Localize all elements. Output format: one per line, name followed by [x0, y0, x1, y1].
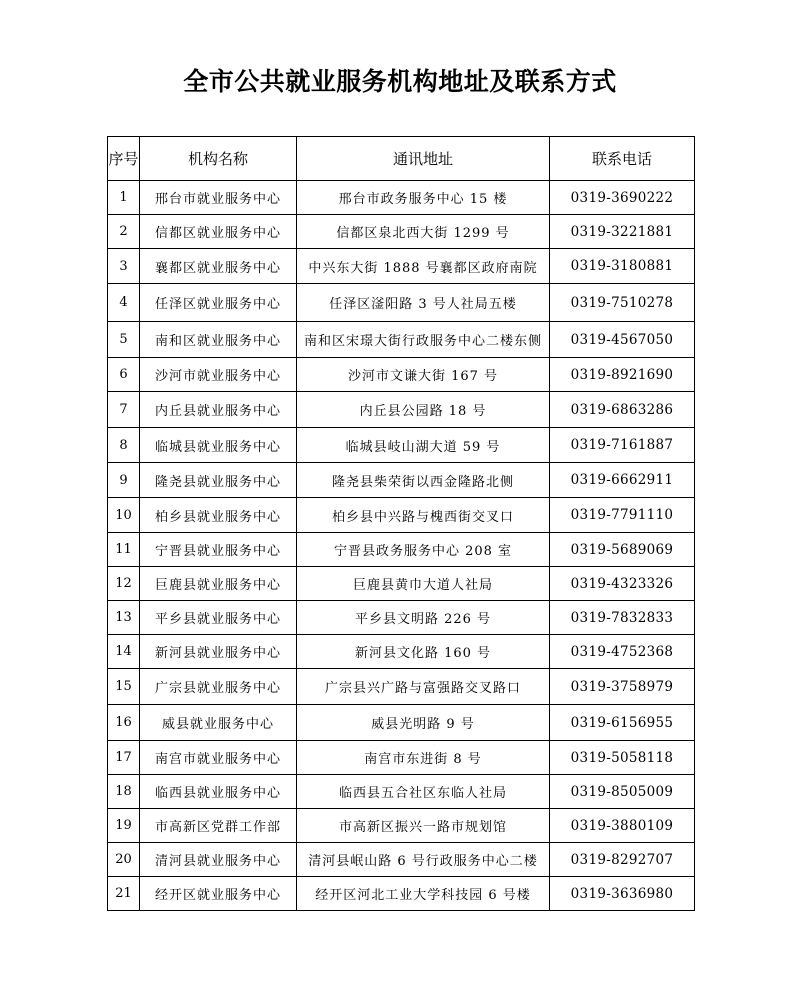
header-name: 机构名称 [140, 137, 297, 181]
cell-no: 2 [108, 215, 140, 249]
cell-phone: 0319-4567050 [550, 322, 695, 358]
cell-address: 临城县岐山湖大道 59 号 [297, 428, 550, 463]
table-row [108, 428, 695, 463]
cell-address: 威县光明路 9 号 [297, 705, 550, 741]
table-row [108, 249, 695, 284]
table-row [108, 322, 695, 358]
header-address: 通讯地址 [297, 137, 550, 181]
cell-name: 南宫市就业服务中心 [140, 741, 297, 775]
cell-no: 1 [108, 181, 140, 215]
cell-name: 柏乡县就业服务中心 [140, 498, 297, 533]
cell-phone: 0319-4752368 [550, 635, 695, 669]
cell-address: 内丘县公园路 18 号 [297, 392, 550, 428]
cell-no: 15 [108, 669, 140, 705]
table-row [108, 463, 695, 498]
table-row [108, 498, 695, 533]
cell-phone: 0319-4323326 [550, 567, 695, 601]
table-row [108, 775, 695, 809]
cell-no: 3 [108, 249, 140, 284]
page-title: 全市公共就业服务机构地址及联系方式 [183, 67, 617, 96]
cell-no: 10 [108, 498, 140, 533]
cell-name: 任泽区就业服务中心 [140, 284, 297, 322]
cell-no: 14 [108, 635, 140, 669]
cell-phone: 0319-5689069 [550, 533, 695, 567]
cell-address: 中兴东大街 1888 号襄都区政府南院 [297, 249, 550, 284]
cell-address: 南和区宋璟大街行政服务中心二楼东侧 [297, 322, 550, 358]
table-row [108, 284, 695, 322]
table-row [108, 877, 695, 911]
cell-name: 内丘县就业服务中心 [140, 392, 297, 428]
cell-name: 宁晋县就业服务中心 [140, 533, 297, 567]
cell-phone: 0319-8921690 [550, 358, 695, 392]
table-row [108, 392, 695, 428]
cell-no: 16 [108, 705, 140, 741]
table-row [108, 705, 695, 741]
cell-phone: 0319-3880109 [550, 809, 695, 843]
table-row [108, 601, 695, 635]
cell-address: 南宫市东进街 8 号 [297, 741, 550, 775]
table-row [108, 809, 695, 843]
cell-phone: 0319-6156955 [550, 705, 695, 741]
header-no: 序号 [108, 137, 140, 181]
table-row [108, 181, 695, 215]
cell-address: 任泽区滏阳路 3 号人社局五楼 [297, 284, 550, 322]
cell-address: 临西县五合社区东临人社局 [297, 775, 550, 809]
cell-address: 信都区泉北西大街 1299 号 [297, 215, 550, 249]
contacts-table [107, 136, 695, 911]
cell-phone: 0319-8292707 [550, 843, 695, 877]
cell-phone: 0319-8505009 [550, 775, 695, 809]
cell-no: 18 [108, 775, 140, 809]
cell-address: 柏乡县中兴路与槐西街交叉口 [297, 498, 550, 533]
table-row [108, 741, 695, 775]
cell-phone: 0319-7832833 [550, 601, 695, 635]
cell-phone: 0319-3636980 [550, 877, 695, 911]
cell-name: 新河县就业服务中心 [140, 635, 297, 669]
cell-no: 13 [108, 601, 140, 635]
table-row [108, 215, 695, 249]
cell-phone: 0319-5058118 [550, 741, 695, 775]
cell-no: 8 [108, 428, 140, 463]
cell-name: 威县就业服务中心 [140, 705, 297, 741]
cell-phone: 0319-3758979 [550, 669, 695, 705]
cell-address: 经开区河北工业大学科技园 6 号楼 [297, 877, 550, 911]
cell-name: 襄都区就业服务中心 [140, 249, 297, 284]
cell-name: 巨鹿县就业服务中心 [140, 567, 297, 601]
cell-address: 宁晋县政务服务中心 208 室 [297, 533, 550, 567]
table-row [108, 635, 695, 669]
cell-phone: 0319-7791110 [550, 498, 695, 533]
table-row [108, 843, 695, 877]
header-phone: 联系电话 [550, 137, 695, 181]
cell-address: 清河县岷山路 6 号行政服务中心二楼 [297, 843, 550, 877]
cell-name: 临城县就业服务中心 [140, 428, 297, 463]
cell-address: 隆尧县柴荣街以西金隆路北侧 [297, 463, 550, 498]
cell-name: 南和区就业服务中心 [140, 322, 297, 358]
table-row [108, 567, 695, 601]
cell-no: 9 [108, 463, 140, 498]
table-row [108, 358, 695, 392]
table-row [108, 533, 695, 567]
cell-phone: 0319-7161887 [550, 428, 695, 463]
cell-name: 平乡县就业服务中心 [140, 601, 297, 635]
cell-no: 6 [108, 358, 140, 392]
cell-name: 广宗县就业服务中心 [140, 669, 297, 705]
cell-address: 新河县文化路 160 号 [297, 635, 550, 669]
cell-phone: 0319-7510278 [550, 284, 695, 322]
cell-no: 21 [108, 877, 140, 911]
cell-name: 隆尧县就业服务中心 [140, 463, 297, 498]
cell-no: 17 [108, 741, 140, 775]
cell-phone: 0319-6662911 [550, 463, 695, 498]
cell-address: 邢台市政务服务中心 15 楼 [297, 181, 550, 215]
table-row [108, 669, 695, 705]
cell-name: 沙河市就业服务中心 [140, 358, 297, 392]
cell-phone: 0319-3690222 [550, 181, 695, 215]
cell-no: 4 [108, 284, 140, 322]
cell-name: 市高新区党群工作部 [140, 809, 297, 843]
cell-phone: 0319-3180881 [550, 249, 695, 284]
cell-address: 平乡县文明路 226 号 [297, 601, 550, 635]
cell-phone: 0319-3221881 [550, 215, 695, 249]
cell-name: 临西县就业服务中心 [140, 775, 297, 809]
cell-name: 信都区就业服务中心 [140, 215, 297, 249]
cell-no: 12 [108, 567, 140, 601]
cell-address: 广宗县兴广路与富强路交叉路口 [297, 669, 550, 705]
table-body [108, 181, 695, 911]
cell-address: 巨鹿县黄巾大道人社局 [297, 567, 550, 601]
table-header-row [108, 137, 695, 181]
cell-name: 清河县就业服务中心 [140, 843, 297, 877]
cell-name: 邢台市就业服务中心 [140, 181, 297, 215]
cell-name: 经开区就业服务中心 [140, 877, 297, 911]
cell-no: 20 [108, 843, 140, 877]
cell-no: 11 [108, 533, 140, 567]
cell-address: 市高新区振兴一路市规划馆 [297, 809, 550, 843]
cell-no: 19 [108, 809, 140, 843]
cell-address: 沙河市文谦大街 167 号 [297, 358, 550, 392]
cell-no: 7 [108, 392, 140, 428]
cell-phone: 0319-6863286 [550, 392, 695, 428]
cell-no: 5 [108, 322, 140, 358]
